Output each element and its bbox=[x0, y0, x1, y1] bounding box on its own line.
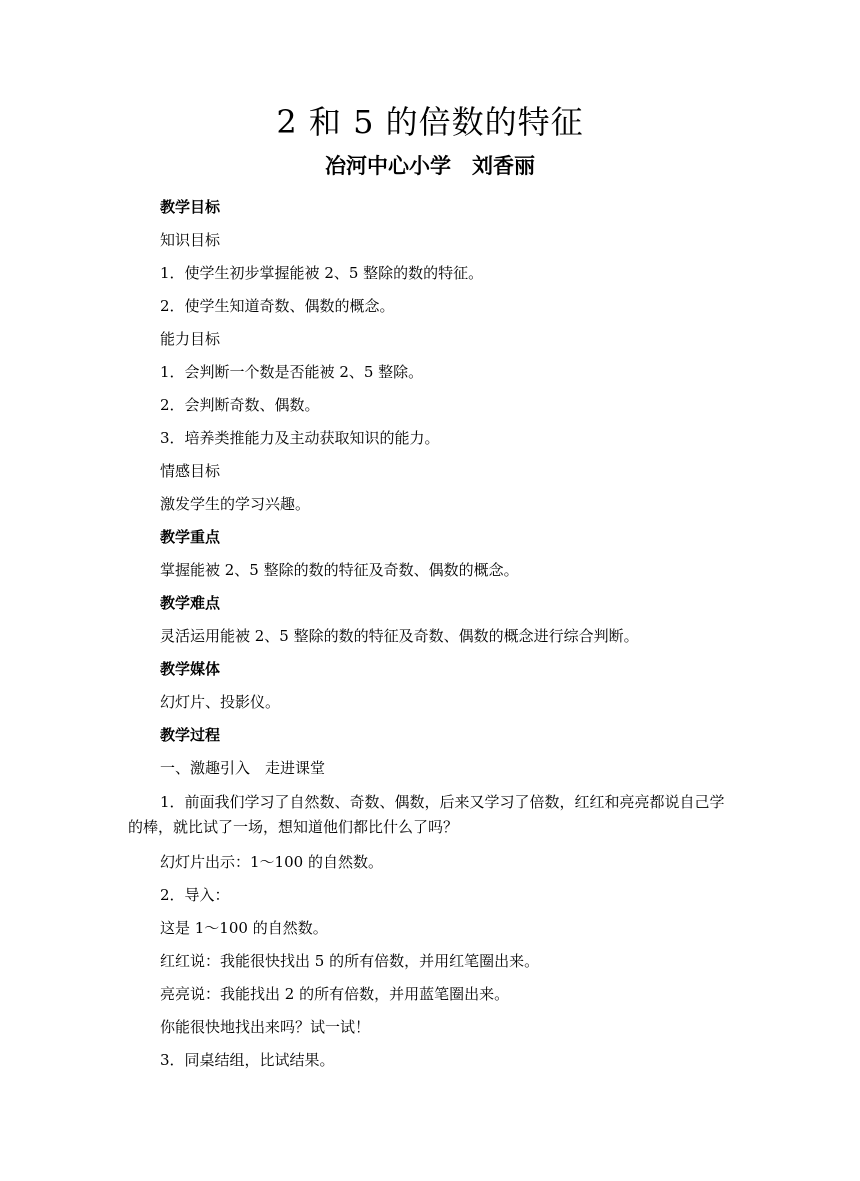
section-heading-difficulties: 教学难点 bbox=[160, 594, 221, 612]
paragraph: 3．同桌结组，比试结果。 bbox=[160, 1051, 335, 1069]
section-heading-key-points: 教学重点 bbox=[160, 528, 221, 546]
list-item: 1．会判断一个数是否能被 2、5 整除。 bbox=[160, 363, 424, 381]
paragraph: 一、激趣引入 走进课堂 bbox=[160, 759, 326, 777]
paragraph: 1．前面我们学习了自然数、奇数、偶数，后来又学习了倍数，红红和亮亮都说自己学的棒，就比试了一场，想知道他们都比什么了吗？ bbox=[128, 793, 725, 836]
list-item: 2．会判断奇数、偶数。 bbox=[160, 396, 320, 414]
section-heading-media: 教学媒体 bbox=[160, 660, 221, 678]
list-item: 1．使学生初步掌握能被 2、5 整除的数的特征。 bbox=[160, 264, 484, 282]
subheading-knowledge-goals: 知识目标 bbox=[160, 231, 221, 249]
paragraph: 灵活运用能被 2、5 整除的数的特征及奇数、偶数的概念进行综合判断。 bbox=[160, 627, 639, 645]
list-item: 3．培养类推能力及主动获取知识的能力。 bbox=[160, 429, 440, 447]
paragraph: 激发学生的学习兴趣。 bbox=[160, 495, 311, 513]
paragraph: 掌握能被 2、5 整除的数的特征及奇数、偶数的概念。 bbox=[160, 561, 519, 579]
document-body bbox=[128, 196, 738, 1082]
document-author: 冶河中心小学 刘香丽 bbox=[325, 154, 535, 178]
paragraph: 这是 1～100 的自然数。 bbox=[160, 919, 328, 937]
section-heading-teaching-goals: 教学目标 bbox=[160, 198, 221, 216]
list-item: 2．使学生知道奇数、偶数的概念。 bbox=[160, 297, 395, 315]
paragraph: 你能很快地找出来吗？试一试！ bbox=[160, 1018, 371, 1036]
paragraph: 红红说：我能很快找出 5 的所有倍数，并用红笔圈出来。 bbox=[160, 952, 540, 970]
paragraph: 幻灯片、投影仪。 bbox=[160, 693, 281, 711]
paragraph: 幻灯片出示：1～100 的自然数。 bbox=[160, 853, 383, 871]
paragraph: 亮亮说：我能找出 2 的所有倍数，并用蓝笔圈出来。 bbox=[160, 985, 510, 1003]
section-heading-process: 教学过程 bbox=[160, 726, 221, 744]
paragraph: 2．导入： bbox=[160, 886, 230, 904]
subheading-emotion-goals: 情感目标 bbox=[160, 462, 221, 480]
subheading-ability-goals: 能力目标 bbox=[160, 330, 221, 348]
document-title: 2 和 5 的倍数的特征 bbox=[276, 103, 584, 141]
